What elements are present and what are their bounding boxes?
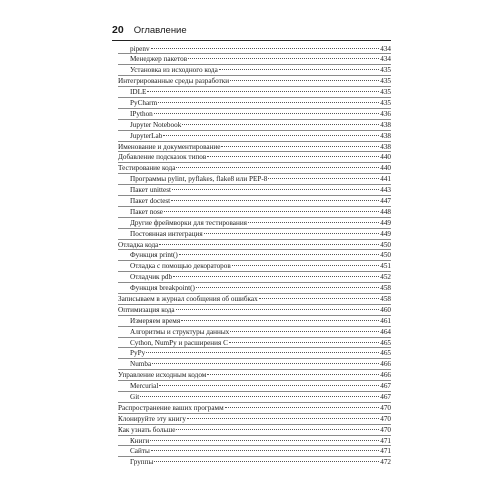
toc-entry: [118, 370, 391, 381]
dot-leader: [204, 233, 380, 234]
dot-leader: [207, 374, 379, 375]
dot-leader: [181, 320, 379, 321]
toc-entry-title: Тестирование кода: [118, 164, 176, 173]
toc-entry-title: Менеджер пакетов: [130, 55, 188, 64]
toc-entry: [118, 457, 391, 467]
toc-entry-title: Оптимизация кода: [118, 305, 175, 314]
dot-leader: [248, 222, 379, 223]
toc-entry-title: Пакет nose: [130, 207, 163, 216]
toc-entry: [118, 338, 391, 349]
dot-leader: [163, 135, 379, 136]
toc-entry: [118, 185, 391, 196]
toc-entry: [118, 109, 391, 120]
dot-leader: [173, 276, 379, 277]
toc-entry-page: 465: [380, 338, 391, 347]
toc-entry-page: 438: [380, 142, 391, 151]
dot-leader: [159, 385, 379, 386]
toc-entry: [118, 120, 391, 131]
toc-entry-page: 443: [380, 186, 391, 195]
toc-entry: [118, 131, 391, 142]
toc-entry: [118, 348, 391, 359]
dot-leader: [171, 200, 379, 201]
toc-entry: [118, 163, 391, 174]
dot-leader: [151, 450, 379, 451]
toc-entry-title: pipenv: [130, 44, 150, 53]
toc-entry-title: Numba: [130, 360, 152, 369]
toc-entry-title: Записываем в журнал сообщения об ошибках: [118, 294, 258, 303]
toc-entry-page: 436: [380, 109, 391, 118]
toc-entry: [118, 359, 391, 370]
dot-leader: [154, 113, 379, 114]
dot-leader: [176, 429, 379, 430]
dot-leader: [221, 146, 379, 147]
toc-entry-title: Другие фреймворки для тестирования: [130, 218, 247, 227]
toc-entry-title: Распространение ваших программ: [118, 403, 224, 412]
toc-entry-page: 448: [380, 207, 391, 216]
toc-entry-page: 450: [380, 251, 391, 260]
toc-entry: [118, 54, 391, 65]
toc-entry-page: 451: [380, 262, 391, 271]
toc-entry-page: 467: [380, 393, 391, 401]
table-of-contents: [118, 44, 391, 468]
dot-leader: [154, 461, 379, 462]
toc-entry-page: 435: [380, 88, 391, 97]
toc-entry-title: Группы: [130, 458, 154, 467]
toc-entry: [118, 196, 391, 207]
toc-entry-page: 471: [380, 447, 391, 456]
dot-leader: [229, 342, 379, 343]
toc-entry-page: 438: [380, 131, 391, 140]
dot-leader: [152, 363, 379, 364]
header-rule: [112, 40, 391, 41]
toc-entry-page: 470: [380, 403, 391, 412]
toc-entry: [118, 152, 391, 163]
dot-leader: [196, 287, 379, 288]
dot-leader: [146, 352, 379, 353]
toc-entry-title: Клонируйте эту книгу: [118, 414, 186, 423]
toc-entry-title: Книги: [130, 436, 150, 445]
toc-entry-title: Jupyter Notebook: [130, 120, 182, 129]
toc-entry-title: Git: [130, 393, 140, 401]
toc-entry-page: 465: [380, 349, 391, 358]
toc-entry-page: 435: [380, 66, 391, 75]
toc-entry-title: Установка из исходного кода: [130, 66, 218, 75]
toc-entry-page: 438: [380, 120, 391, 129]
toc-entry-page: 464: [380, 327, 391, 336]
toc-entry-page: 441: [380, 175, 391, 184]
toc-entry-title: Управление исходным кодом: [118, 371, 207, 380]
dot-leader: [207, 156, 379, 157]
dot-leader: [259, 298, 380, 299]
dot-leader: [182, 124, 379, 125]
toc-entry-title: Постоянная интеграция: [130, 229, 203, 238]
toc-entry: [118, 65, 391, 76]
toc-entry-page: 471: [380, 436, 391, 445]
toc-entry: [118, 76, 391, 87]
toc-entry: [118, 294, 391, 305]
toc-entry-page: 470: [380, 425, 391, 434]
dot-leader: [188, 58, 379, 59]
dot-leader: [230, 331, 379, 332]
toc-entry: [118, 327, 391, 338]
dot-leader: [151, 48, 380, 49]
toc-entry: [118, 218, 391, 229]
toc-entry: [118, 229, 391, 240]
dot-leader: [230, 80, 379, 81]
toc-entry-page: 447: [380, 196, 391, 205]
toc-entry-page: 434: [380, 55, 391, 64]
toc-entry: [118, 305, 391, 316]
toc-entry: [118, 250, 391, 261]
dot-leader: [159, 244, 379, 245]
toc-entry-page: 452: [380, 273, 391, 282]
toc-entry-title: IPython: [130, 109, 153, 118]
toc-entry-title: Добавление подсказок типов: [118, 153, 207, 162]
dot-leader: [268, 178, 379, 179]
toc-entry-title: PyCharm: [130, 98, 158, 107]
toc-entry-page: 434: [380, 44, 391, 53]
toc-entry-page: 466: [380, 371, 391, 380]
toc-entry: [118, 381, 391, 392]
toc-entry-page: 460: [380, 305, 391, 314]
toc-entry: [118, 283, 391, 294]
dot-leader: [158, 102, 379, 103]
toc-entry-title: Пакет doctest: [130, 196, 171, 205]
toc-entry: [118, 207, 391, 218]
toc-entry-page: 440: [380, 153, 391, 162]
toc-entry-page: 467: [380, 382, 391, 391]
toc-entry-title: Отладка с помощью декораторов: [130, 262, 231, 271]
dot-leader: [232, 265, 379, 266]
toc-entry-title: Именование и документирование: [118, 142, 221, 151]
toc-entry: [118, 44, 391, 55]
toc-entry-page: 458: [380, 294, 391, 303]
toc-entry: [118, 272, 391, 283]
toc-entry-title: Функция breakpoint(): [130, 284, 195, 293]
toc-entry-title: JupyterLab: [130, 131, 163, 140]
dot-leader: [147, 91, 379, 92]
toc-entry-title: PyPy: [130, 349, 146, 358]
dot-leader: [179, 254, 379, 255]
toc-entry-title: Программы pylint, pyflakes, flake8 или PEP-8: [130, 175, 268, 184]
dot-leader: [150, 440, 379, 441]
toc-entry-page: 461: [380, 316, 391, 325]
toc-entry-title: Как узнать больше: [118, 425, 176, 434]
toc-entry-title: Отладчик pdb: [130, 273, 173, 282]
dot-leader: [187, 418, 379, 419]
page-header: [112, 24, 391, 36]
toc-entry-page: 449: [380, 218, 391, 227]
dot-leader: [176, 167, 379, 168]
toc-entry-page: 449: [380, 229, 391, 238]
toc-entry-page: 472: [380, 458, 391, 467]
toc-entry: [118, 174, 391, 185]
toc-entry: [118, 316, 391, 327]
toc-entry: [118, 414, 391, 425]
toc-entry-title: IDLE: [130, 88, 147, 97]
toc-entry-page: 440: [380, 164, 391, 173]
page-number: 20: [112, 24, 124, 36]
toc-entry: [118, 87, 391, 98]
dot-leader: [140, 396, 379, 397]
toc-entry-page: 458: [380, 284, 391, 293]
dot-leader: [172, 189, 379, 190]
toc-entry: [118, 425, 391, 436]
dot-leader: [176, 309, 380, 310]
toc-entry-page: 450: [380, 240, 391, 249]
toc-entry-title: Отладка кода: [118, 240, 159, 249]
dot-leader: [164, 211, 379, 212]
toc-entry-title: Алгоритмы и структуры данных: [130, 327, 230, 336]
toc-entry: [118, 261, 391, 272]
toc-entry-title: Интегрированные среды разработки: [118, 77, 230, 86]
toc-entry-title: Измеряем время: [130, 316, 181, 325]
toc-entry-title: Функция print(): [130, 251, 178, 260]
toc-entry: [118, 436, 391, 447]
toc-entry: [118, 403, 391, 414]
dot-leader: [219, 69, 379, 70]
toc-entry: [118, 446, 391, 457]
toc-entry-page: 466: [380, 360, 391, 369]
toc-entry: [118, 240, 391, 251]
toc-entry-page: 435: [380, 98, 391, 107]
toc-entry-page: 470: [380, 414, 391, 423]
toc-entry-title: Cython, NumPy и расширения C: [130, 338, 228, 347]
toc-entry-page: 435: [380, 77, 391, 86]
toc-entry-title: Сайты: [130, 447, 150, 456]
toc-entry-title: Mercurial: [130, 382, 159, 391]
toc-entry-title: Пакет unittest: [130, 186, 171, 195]
running-title: Оглавление: [133, 25, 187, 36]
toc-entry: [118, 392, 391, 403]
toc-entry: [118, 98, 391, 109]
dot-leader: [225, 407, 380, 408]
toc-entry: [118, 142, 391, 153]
